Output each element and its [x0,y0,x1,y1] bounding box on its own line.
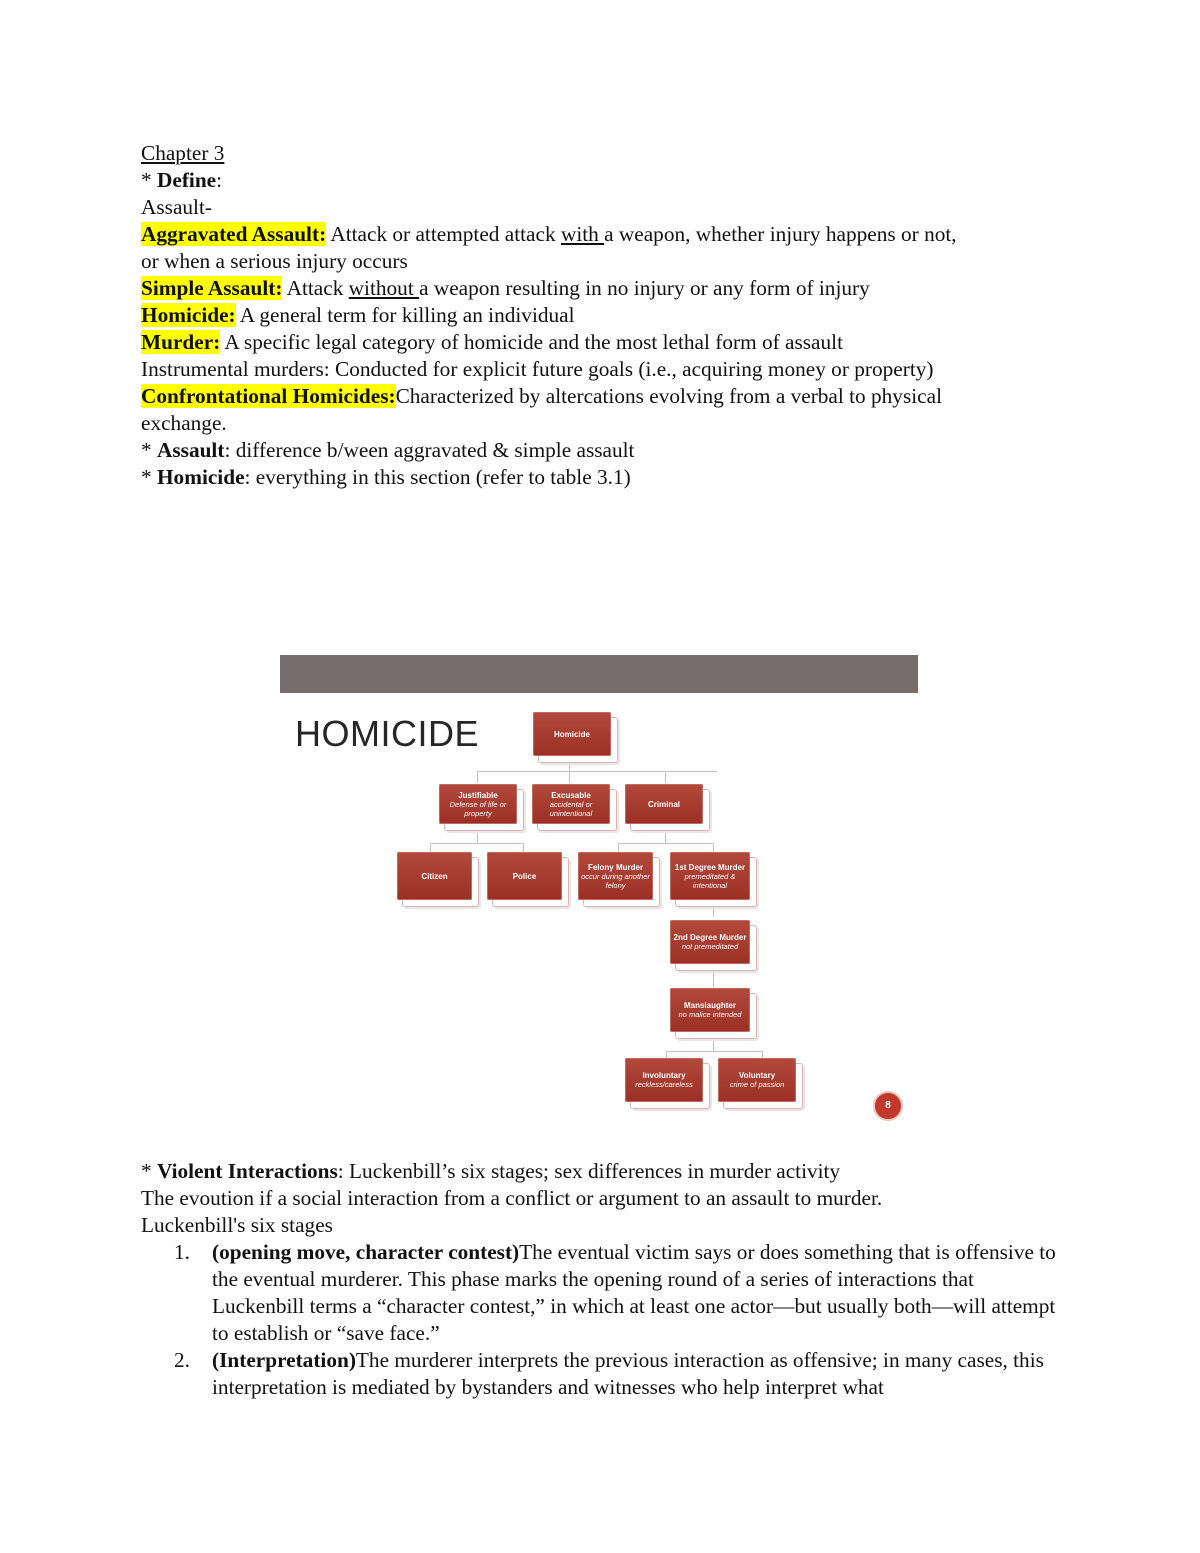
node-manslaughter: Manslaughter no malice intended [675,993,757,1039]
node-voluntary: Voluntary crime of passion [723,1063,803,1109]
node-excusable: Excusable accidental or unintentional [537,789,617,831]
node-homicide: Homicide [538,717,618,763]
node-second-degree: 2nd Degree Murder not premeditated [675,925,757,971]
node-justifiable: Justifiable Defense of life or property [444,789,524,831]
homicide-def: Homicide: A general term for killing an individual [141,303,575,327]
confrontational-def: Confrontational Homicides:Characterized by altercations evolving from a verbal to physical [141,384,942,408]
chapter-heading: Chapter 3 [141,141,225,165]
node-felony-murder: Felony Murder occur during another felony [583,857,660,907]
node-criminal: Criminal [630,789,710,831]
connector [569,771,570,783]
node-involuntary: Involuntary reckless/careless [630,1063,710,1109]
assault-line: Assault- [141,195,212,219]
connector [430,843,523,844]
notes-top [141,140,1071,491]
violent-interactions-topic: * Violent Interactions: Luckenbill’s six stages; sex differences in murder activity [141,1159,841,1183]
slide-header-bar [280,655,918,693]
aggravated-assault-def-cont: or when a serious injury occurs [141,249,408,273]
list-item: 1. (opening move, character contest)The eventual victim says or does something that is offensive to the eventual murderer. This phase marks the opening round of a series of interactions that Luckenbill terms a “character contest,” in which at least one actor—but usually both—will attempt to establish or “save face.” [174,1240,1056,1345]
node-police: Police [492,857,569,907]
connector [477,771,478,783]
assault-topic: * Assault: difference b/ween aggravated & simple assault [141,438,635,462]
connector [477,771,717,772]
evolution-line: The evoution if a social interaction from a conflict or argument to an assault to murder. [141,1186,883,1210]
slide-page-number: 8 [873,1091,903,1121]
node-first-degree: 1st Degree Murder premeditated & intentional [675,857,757,907]
slide-title: HOMICIDE [295,713,479,754]
connector [665,771,666,783]
simple-assault-def: Simple Assault: Attack without a weapon resulting in no injury or any form of injury [141,276,870,300]
list-item: 2. (Interpretation)The murderer interprets the previous interaction as offensive; in many cases, this interpretation is mediated by bystanders and witnesses who help interpret what [174,1348,1044,1399]
stages-title: Luckenbill's six stages [141,1213,333,1237]
node-citizen: Citizen [402,857,479,907]
connector [666,1051,762,1052]
murder-def: Murder: A specific legal category of homicide and the most lethal form of assault [141,330,843,354]
define-line: * Define: [141,168,223,192]
confrontational-def-cont: exchange. [141,411,227,435]
notes-bottom [141,1158,1071,1401]
aggravated-assault-def: Aggravated Assault: Attack or attempted attack with a weapon, whether injury happens or not, [141,222,957,246]
instrumental-def: Instrumental murders: Conducted for explicit future goals (i.e., acquiring money or property) [141,357,934,381]
homicide-topic: * Homicide: everything in this section (refer to table 3.1) [141,465,631,489]
connector [618,843,713,844]
homicide-slide [280,655,918,1130]
